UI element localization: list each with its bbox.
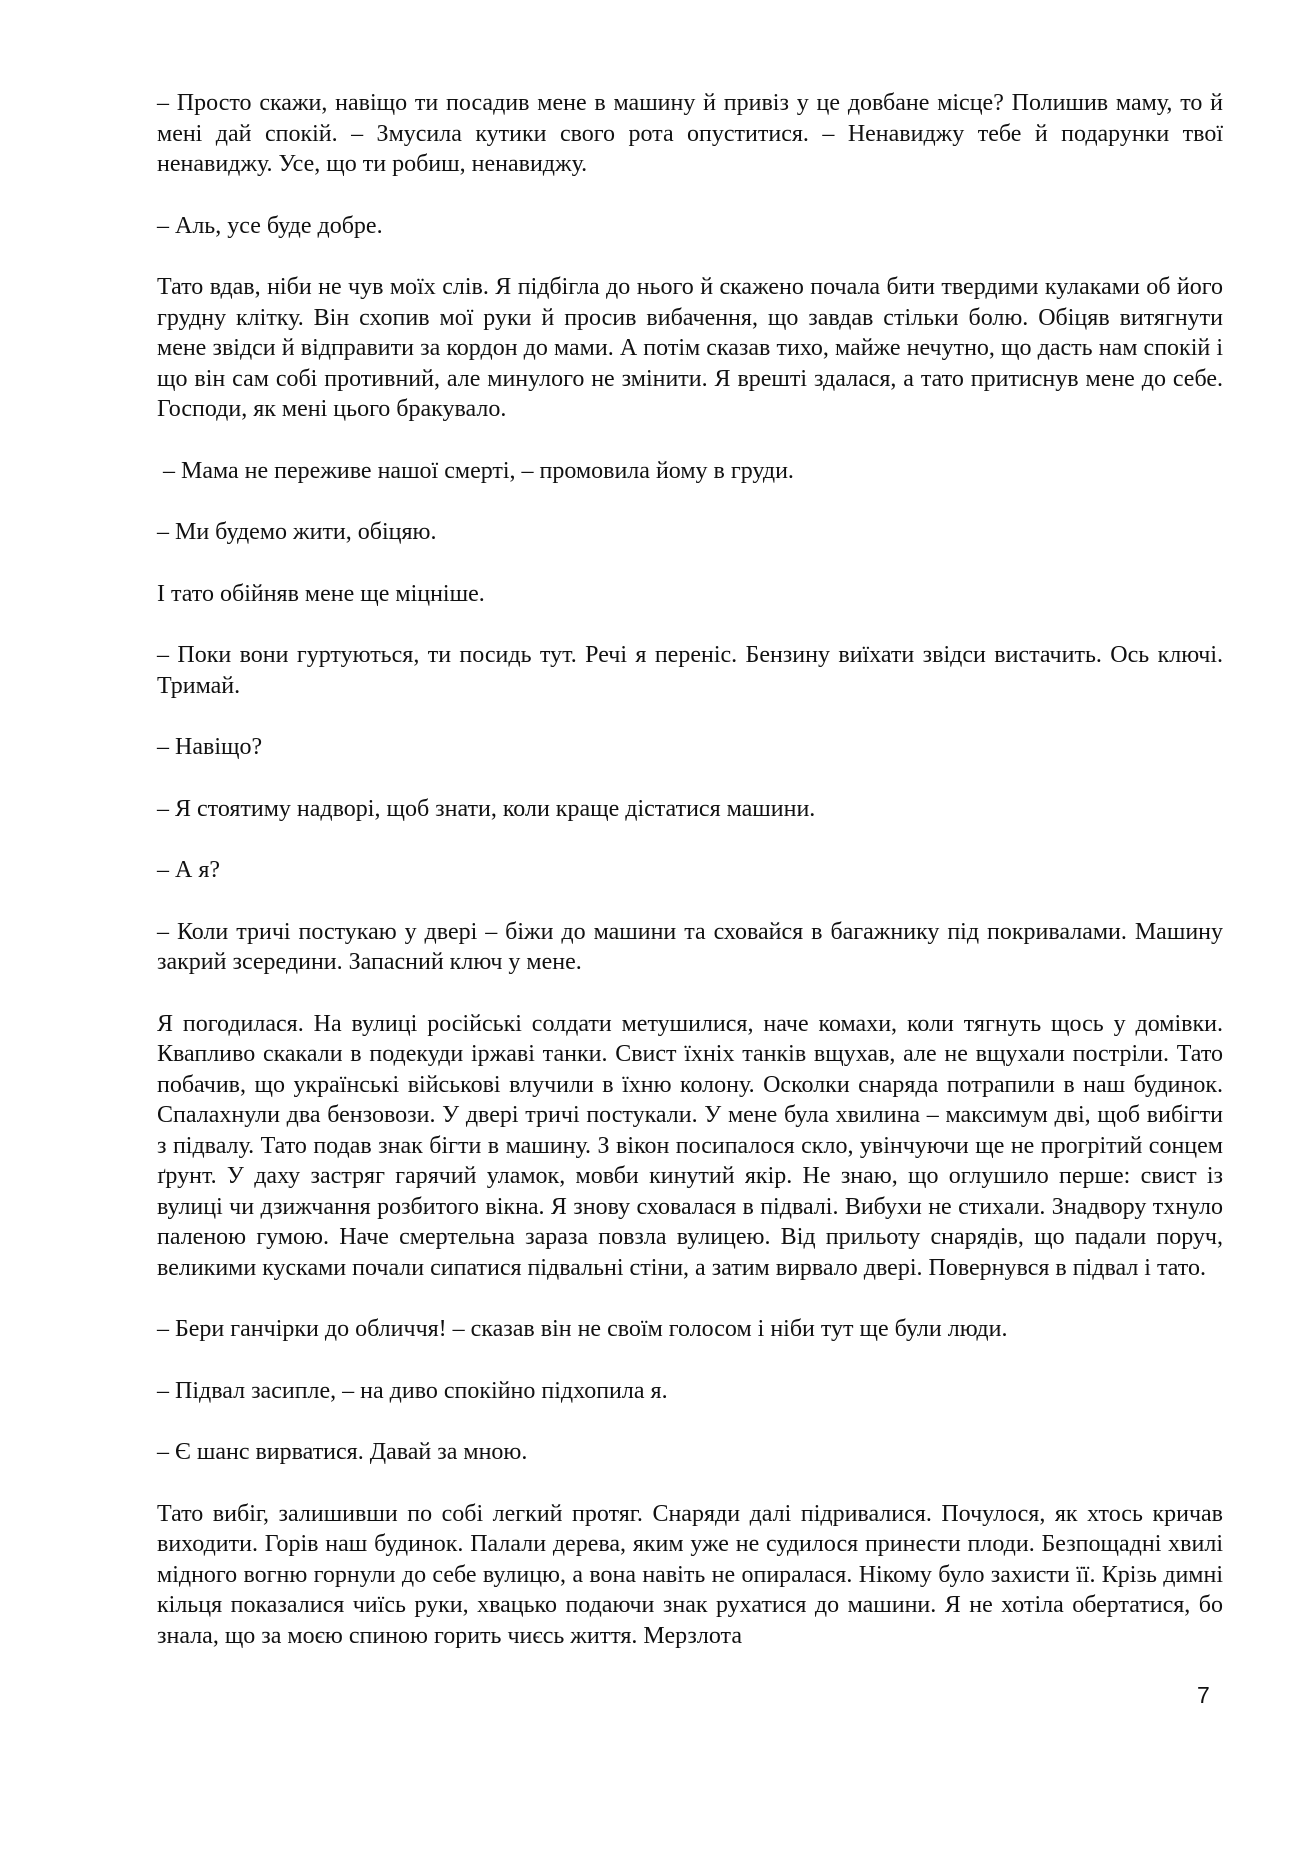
paragraph: – Є шанс вирватися. Давай за мною. — [157, 1439, 528, 1465]
paragraph: – Я стоятиму надворі, щоб знати, коли краще дістатися машини. — [157, 795, 816, 822]
paragraph: – Навіщо? — [157, 734, 263, 760]
paragraph: І тато обійняв мене ще міцніше. — [157, 580, 485, 607]
paragraph: – Аль, усе буде добре. — [157, 212, 383, 239]
paragraph: Тато вдав, ніби не чув моїх слів. Я підбігла до нього й скажено почала бити твердими кулаками об його грудну клітку. Він схопив мої руки й просив вибачення, що завдав стільки болю. Обіцяв витягнути мене звідси й відправити за кордон до мами. А потім сказав тихо, майже нечутно, що дасть нам спокій і що він сам собі противний, але минулого не змінити. Я врешті здалася, а тато притиснув мене до себе. Господи, як мені цього бракувало. — [157, 274, 1223, 422]
paragraph: Я погодилася. На вулиці російські солдати метушилися, наче комахи, коли тягнуть щось у домівки. Квапливо скакали в подекуди іржаві танки. Свист їхніх танків вщухав, але не вщухали постріли. Тато побачив, що українські військові влучили в їхню колону. Осколки снаряда потрапили в наш будинок. Спалахнули два бензовози. У двері тричі постукали. У мене була хвилина – максимум дві, щоб вибігти з підвалу. Тато подав знак бігти в машину. З вікон посипалося скло, увінчуючи ще не прогрітий сонцем ґрунт. У даху застряг гарячий уламок, мовби кинутий якір. Не знаю, що оглушило перше: свист із вулиці чи дзижчання розбитого вікна. Я знову сховалася в підвалі. Вибухи не стихали. Знадвору тхнуло паленою гумою. Наче смертельна зараза повзла вулицею. Від прильоту снарядів, що падали поруч, великими кусками почали сипатися підвальні стіни, а затим вирвало двері. Повернувся в підвал і тато. — [157, 1010, 1223, 1281]
paragraph: – А я? — [157, 857, 221, 883]
page-number: 7 — [1197, 1682, 1210, 1708]
paragraph: – Коли тричі постукаю у двері – біжи до машини та сховайся в багажнику під покривалами. Машину закрий зсередини. Запасний ключ у мене. — [157, 918, 1223, 975]
paragraph: – Мама не переживе нашої смерті, – промовила йому в груди. — [157, 457, 794, 484]
paragraph: – Просто скажи, навіщо ти посадив мене в машину й привіз у це довбане місце? Полишив маму, то й мені дай спокій. – Змусила кутики свого рота опуститися. – Ненавиджу тебе й подарунки твої ненавиджу. Усе, що ти робиш, ненавиджу. — [157, 90, 1223, 177]
paragraph: Тато вибіг, залишивши по собі легкий протяг. Снаряди далі підривалися. Почулося, як хтось кричав виходити. Горів наш будинок. Палали дерева, яким уже не судилося принести плоди. Безпощадні хвилі мідного вогню горнули до себе вулицю, а вона навіть не опиралася. Нікому було захисти її. Крізь димні кільця показалися чиїсь руки, хвацько подаючи знак рухатися до машини. Я не хотіла обертатися, бо знала, що за моєю спиною горить чиєсь життя. Мерзлота — [157, 1500, 1223, 1649]
paragraph: – Ми будемо жити, обіцяю. — [157, 519, 437, 545]
paragraph: – Бери ганчірки до обличчя! – сказав він не своїм голосом і ніби тут ще були люди. — [157, 1316, 1008, 1342]
paragraph: – Поки вони гуртуються, ти посидь тут. Речі я переніс. Бензину виїхати звідси вистачить. Ось ключі. Тримай. — [157, 642, 1223, 699]
paragraph: – Підвал засипле, – на диво спокійно підхопила я. — [157, 1377, 668, 1404]
page-body — [157, 88, 1223, 1682]
